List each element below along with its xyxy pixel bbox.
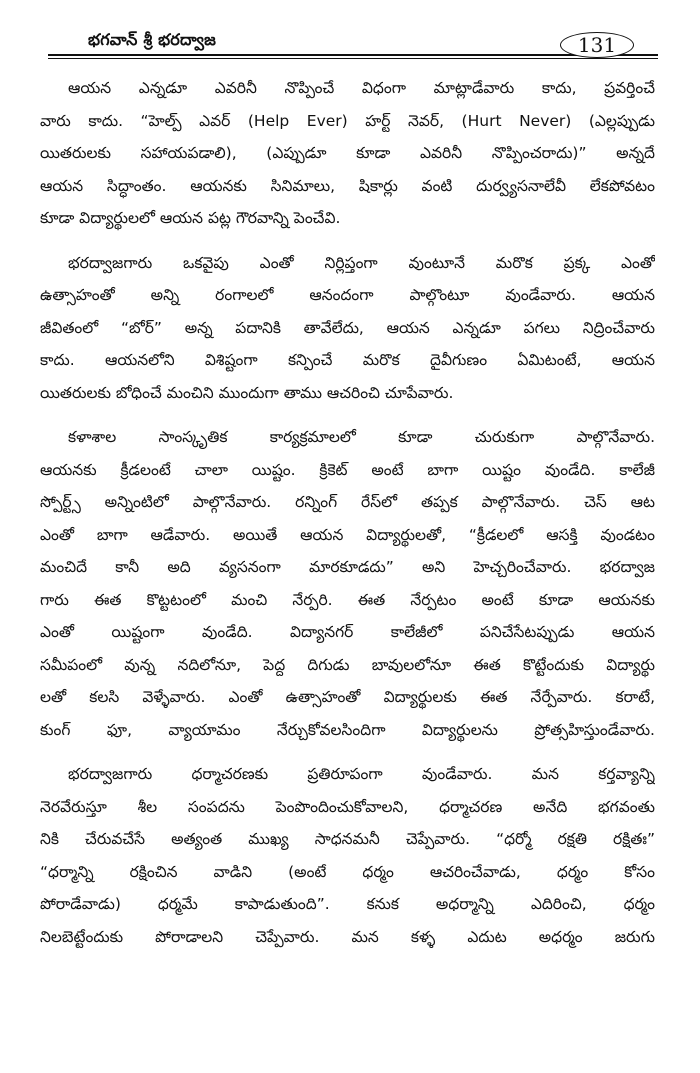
text-line: ఎంతో యిష్టంగా వుండేది. విద్యానగర్ కాలేజీలో పనిచేసేటప్పుడు ఆయన: [40, 623, 655, 641]
text-line: కూడా విద్యార్థులలో ఆయన పట్ల గౌరవాన్ని పెంచేవి.: [40, 209, 341, 227]
text-line: ఆయనకు క్రీడలంటే చాలా యిష్టం. క్రికెట్ అంటే బాగా యిష్టం వుండేది. కాలేజీ: [40, 460, 655, 479]
text-line: కుంగ్ ఫూ, వ్యాయామం నేర్చుకోవలసిందిగా విద్యార్థులను ప్రోత్సహిస్తుండేవారు.: [40, 720, 655, 739]
text-line: పోరాడేవాడు) ధర్మమే కాపాడుతుంది”. కనుక అధర్మాన్ని ఎదిరించి, ధర్మం: [40, 895, 655, 913]
body-text: [40, 72, 655, 965]
text-line: భరద్వాజగారు ఒకవైపు ఎంతో నిర్లిప్తంగా వుంటూనే మరొక ప్రక్క ఎంతో: [68, 253, 655, 272]
text-line: కళాశాల సాంస్కృతిక కార్యక్రమాలలో కూడా చురుకుగా పాల్గొనేవారు.: [68, 428, 655, 446]
text-line: మంచిదే కానీ అది వ్యసనంగా మారకూడదు” అని హెచ్చరించేవారు. భరద్వాజ: [40, 558, 655, 576]
text-line: నెరవేరుస్తూ శీల సంపదను పెంపొందించుకోవాలని, ధర్మాచరణ అనేది భగవంతు: [40, 797, 655, 816]
text-line: యితరులకు సహాయపడాలి), (ఎప్పుడూ కూడా ఎవరినీ నొప్పించరాదు)” అన్నదే: [40, 144, 655, 162]
header-rule-thin: [48, 58, 658, 59]
paragraph: [40, 421, 655, 746]
text-line: ఆయన సిద్ధాంతం. ఆయనకు సినిమాలు, షికార్లు వంటి దుర్వ్యసనాలేవీ లేకపోవటం: [40, 176, 655, 195]
text-line: కాదు. ఆయనలోని విశిష్టంగా కన్పించే మరొక దైవీగుణం ఏమిటంటే, ఆయన: [40, 351, 655, 369]
page-header: [48, 26, 658, 58]
text-line: “ధర్మాన్ని రక్షించిన వాడిని (అంటే ధర్మం ఆచరించేవాడు, ధర్మం కోసం: [40, 862, 655, 881]
text-line: నికి చేరువచేసే అత్యంత ముఖ్య సాధనమనీ చెప్పేవారు. “ధర్మో రక్షతి రక్షితః”: [40, 830, 655, 848]
text-line: ఉత్సాహంతో అన్ని రంగాలలో ఆనందంగా పాల్గొంటూ వుండేవారు. ఆయన: [40, 286, 655, 304]
paragraph: [40, 247, 655, 410]
page-number: 131: [560, 32, 634, 58]
text-line: లతో కలసి వెళ్ళేవారు. ఎంతో ఉత్సాహంతో విద్యార్థులకు ఈత నేర్పేవారు. కరాటే,: [40, 688, 655, 706]
text-line: సమీపంలో వున్న నదిలోనూ, పెద్ద దిగుడు బావులలోనూ ఈత కొట్టేందుకు విద్యార్థు: [40, 655, 655, 674]
header-rule: [48, 54, 658, 56]
text-line: నిలబెట్టేందుకు పోరాడాలని చెప్పేవారు. మన కళ్ళ ఎదుట అధర్మం జరుగు: [40, 927, 655, 946]
text-line: ఆయన ఎన్నడూ ఎవరినీ నొప్పించే విధంగా మాట్లాడేవారు కాదు, ప్రవర్తించే: [68, 79, 655, 97]
text-line: జీవితంలో “బోర్” అన్న పదానికి తావేలేదు, ఆయన ఎన్నడూ పగలు నిద్రించేవారు: [40, 318, 655, 337]
paragraph: [40, 72, 655, 235]
text-line: వారు కాదు. “హెల్ప్ ఎవర్ (Help Ever) హర్ట్ నెవర్, (Hurt Never) (ఎల్లప్పుడు: [40, 111, 655, 130]
text-line: యితరులకు బోధించే మంచిని ముందుగా తాము ఆచరించి చూపేవారు.: [40, 383, 454, 402]
text-line: భరద్వాజగారు ధర్మాచరణకు ప్రతిరూపంగా వుండేవారు. మన కర్తవ్యాన్ని: [68, 765, 655, 783]
text-line: స్పోర్ట్స్ అన్నింటిలో పాల్గొనేవారు. రన్నింగ్ రేస్‌లో తప్పక పాల్గొనేవారు. చెస్ ఆట: [40, 493, 655, 511]
paragraph: [40, 758, 655, 953]
running-title: భగవాన్ శ్రీ భరద్వాజ: [88, 30, 217, 49]
text-line: ఎంతో బాగా ఆడేవారు. అయితే ఆయన విద్యార్థులతో, “క్రీడలలో ఆసక్తి వుండటం: [40, 525, 655, 544]
text-line: గారు ఈత కొట్టటంలో మంచి నేర్పరి. ఈత నేర్పటం అంటే కూడా ఆయనకు: [40, 590, 655, 609]
